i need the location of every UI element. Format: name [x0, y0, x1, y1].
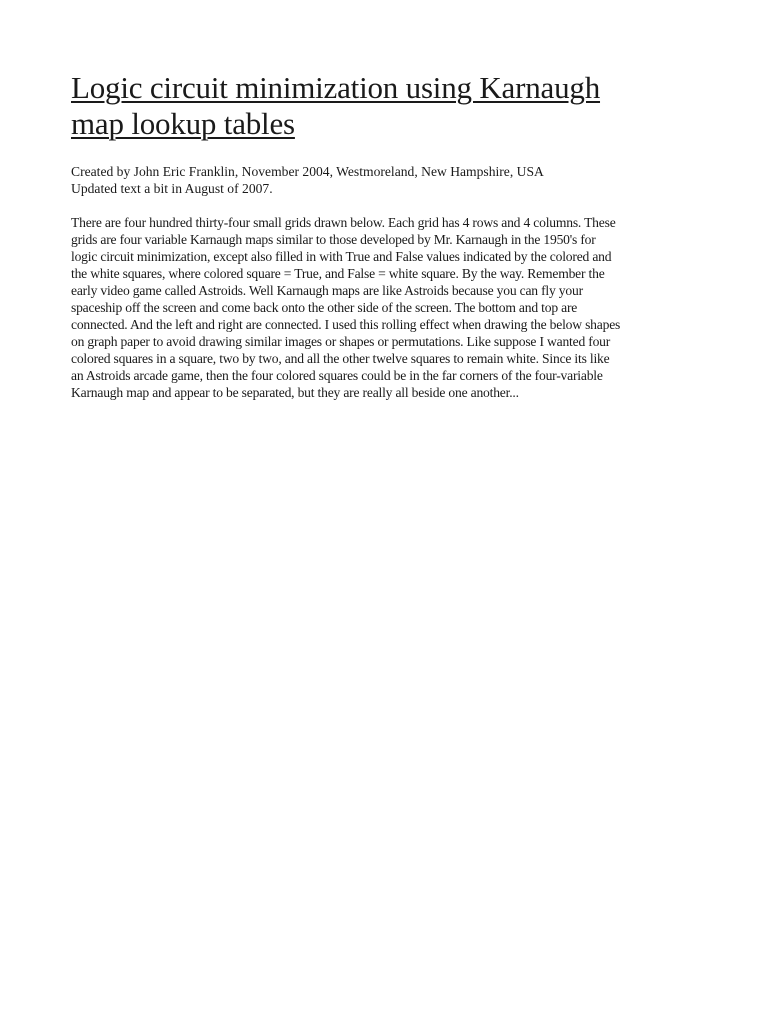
title-line-2: map lookup tables	[71, 106, 295, 141]
paragraph-line: on graph paper to avoid drawing similar images or shapes or permutations. Like suppose I wanted four	[71, 334, 611, 349]
document-page	[71, 70, 707, 401]
paragraph-line: There are four hundred thirty-four small grids drawn below. Each grid has 4 rows and 4 columns. These	[71, 215, 616, 230]
paragraph-line: early video game called Astroids. Well Karnaugh maps are like Astroids because you can fly your	[71, 283, 583, 298]
updated-line: Updated text a bit in August of 2007.	[71, 181, 273, 196]
paragraph-line: the white squares, where colored square = True, and False = white square. By the way. Remember the	[71, 266, 605, 281]
paragraph-line: spaceship off the screen and come back onto the other side of the screen. The bottom and top are	[71, 300, 578, 315]
paragraph-line: an Astroids arcade game, then the four colored squares could be in the far corners of the four-variable	[71, 368, 603, 383]
page-title	[71, 70, 707, 142]
title-line-1: Logic circuit minimization using Karnaugh	[71, 70, 601, 105]
paragraph-line: grids are four variable Karnaugh maps similar to those developed by Mr. Karnaugh in the 1950's for	[71, 232, 596, 247]
intro-paragraph	[71, 214, 707, 401]
paragraph-line: Karnaugh map and appear to be separated, but they are really all beside one another...	[71, 385, 519, 400]
paragraph-line: logic circuit minimization, except also filled in with True and False values indicated by the colored and	[71, 249, 612, 264]
paragraph-line: connected. And the left and right are connected. I used this rolling effect when drawing the below shapes	[71, 317, 621, 332]
created-by-line: Created by John Eric Franklin, November 2004, Westmoreland, New Hampshire, USA	[71, 164, 544, 179]
document-meta	[71, 163, 707, 197]
paragraph-line: colored squares in a square, two by two, and all the other twelve squares to remain white. Since its like	[71, 351, 610, 366]
